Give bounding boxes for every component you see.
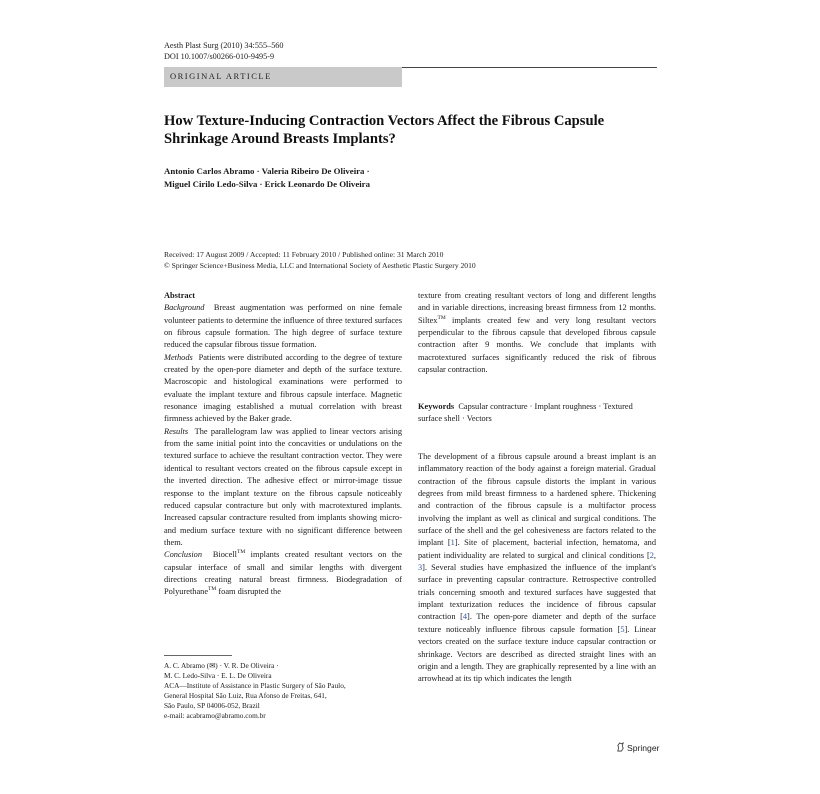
affiliation-line: São Paulo, SP 04006-052, Brazil bbox=[164, 701, 260, 711]
citation-link[interactable]: 3 bbox=[418, 563, 423, 573]
citation-link[interactable]: 4 bbox=[462, 612, 468, 622]
affiliation-line: ACA—Institute of Assistance in Plastic Surgery of São Paulo, bbox=[164, 681, 346, 691]
section-label: Background bbox=[164, 303, 205, 313]
contact-email[interactable]: e-mail: acabramo@abramo.com.br bbox=[164, 711, 266, 721]
abstract-methods: Methods Patients were distributed according to the degree of texture created by the open-pore diameter and depth of the surface texture. Macroscopic and histological examinations were performed to evaluate the implant texture and fibrous capsule interface. Magnetic resonance imaging established a mutual correlation with breast firmness achieved by the Baker grade. bbox=[164, 352, 403, 424]
journal-header bbox=[164, 40, 283, 62]
section-label: Methods bbox=[164, 352, 193, 362]
article-type-label: ORIGINAL ARTICLE bbox=[170, 71, 272, 81]
journal-citation: Aesth Plast Surg (2010) 34:555–560 bbox=[164, 41, 284, 50]
affiliation-line: A. C. Abramo (✉) · V. R. De Oliveira · bbox=[164, 661, 279, 670]
section-label: Conclusion bbox=[164, 550, 203, 560]
author-line: Antonio Carlos Abramo · Valeria Ribeiro De Oliveira · bbox=[164, 166, 370, 176]
citation-link[interactable]: 2 bbox=[649, 550, 654, 560]
affiliation-line: M. C. Ledo-Silva · E. L. De Oliveira bbox=[164, 671, 272, 681]
affiliation-line: General Hospital São Luiz, Rua Afonso de Freitas, 641, bbox=[164, 691, 327, 701]
keywords bbox=[418, 401, 656, 426]
trademark: TM bbox=[437, 314, 446, 321]
trademark: TM bbox=[208, 586, 217, 593]
doi: DOI 10.1007/s00266-010-9495-9 bbox=[164, 52, 275, 61]
intro-paragraph: The development of a fibrous capsule around a breast implant is an inflammatory reaction of the body against a foreign material. Gradual contraction of the fibrous capsule distorts the implant in various degrees from mild breast firmness to a hardened sphere. Thickening and contraction of the fibrous capsule is a multifactor process involving the implant as well as clinical and surgical conditions. The surface of the shell and the gel cohesiveness are factors related to the implant [1]. Site of placement, bacterial infection, hematoma, and patient individuality are related to surgical and clinical conditions [2, 3]. Several studies have emphasized the influence of the implant's surface in preventing capsular contracture. Retrospective controlled trials concerning smooth and textured surfaces have suggested that implant texturization reduces the incidence of fibrous capsular contraction [4]. The open-pore diameter and depth of the surface texture noticeably influence fibrous capsule formation [5]. Linear vectors created on the surface texture induce capsular contraction or shrinkage. Vectors are described as directed straight lines with an origin and a length. They are graphically represented by a line with an arrowhead at its tip which indicates the length bbox=[418, 452, 656, 684]
abstract-right-column bbox=[418, 290, 656, 376]
abstract-conclusion: Conclusion Biocell™ implants created resultant vectors on the capsular interface of small and similar lengths with divergent directions creating natural breast firmness. Biodegradation of Polyurethane™ foam disrupted the bbox=[164, 549, 402, 597]
author-affiliation bbox=[164, 661, 404, 722]
keywords-label: Keywords bbox=[418, 402, 455, 411]
abstract-background: Background Breast augmentation was performed on nine female volunteer patients to determine the influence of three textured surfaces on fibrous capsule formation. The high degree of surface texture reduced the capsular fibrous tissue formation. bbox=[164, 303, 402, 350]
header-rule bbox=[402, 67, 657, 68]
footnote-rule bbox=[164, 655, 232, 656]
abstract-left-column bbox=[164, 290, 402, 599]
citation-link[interactable]: 1 bbox=[450, 538, 455, 548]
citation-link[interactable]: 5 bbox=[620, 624, 625, 634]
publisher-logo bbox=[616, 742, 659, 753]
article-type-bar bbox=[164, 67, 402, 87]
section-label: Results bbox=[164, 426, 189, 436]
received-dates: Received: 17 August 2009 / Accepted: 11 February 2010 / Published online: 31 March 2010 bbox=[164, 250, 444, 259]
publisher-name: Springer bbox=[627, 743, 660, 753]
abstract-heading: Abstract bbox=[164, 291, 196, 300]
abstract-conclusion-cont: texture from creating resultant vectors of long and different lengths and in variable directions, increasing breast firmness from 12 months. Siltex™ implants created few and very long resultant vectors perpendicular to the fibrous capsule that developed fibrous capsule contraction after 9 months. We conclude that implants with macrotextured surfaces significantly reduced the risk of fibrous capsular contraction. bbox=[418, 291, 656, 375]
springer-horse-icon bbox=[616, 742, 625, 752]
paper-title: How Texture-Inducing Contraction Vectors Affect the Fibrous Capsule Shrinkage Around Breasts Implants? bbox=[164, 113, 605, 147]
author-list bbox=[164, 165, 664, 191]
introduction bbox=[418, 451, 656, 686]
author-line: Miguel Cirilo Ledo-Silva · Erick Leonardo De Oliveira bbox=[164, 179, 370, 189]
publication-history bbox=[164, 250, 664, 271]
keywords-text: Capsular contracture · Implant roughness · Textured surface shell · Vectors bbox=[418, 402, 633, 424]
abstract-results: Results The parallelogram law was applied to linear vectors arising from the same initial point into the concavities or undulations on the textured surface to achieve the resultant contraction vector. They were identical to resultant vectors created on the fibrous capsule except in the inverted direction. The adhesive effect or mirror-image tissue response to the implant texture on the fibrous capsule noticeably reduced capsular contracture but only with macrotextured implants. Increased capsular contracture resulted from implants showing micro- and medium surface texture with no significant difference between them. bbox=[164, 426, 403, 547]
copyright-notice: © Springer Science+Business Media, LLC and International Society of Aesthetic Plastic Surgery 2010 bbox=[164, 260, 476, 270]
trademark: TM bbox=[236, 549, 246, 556]
